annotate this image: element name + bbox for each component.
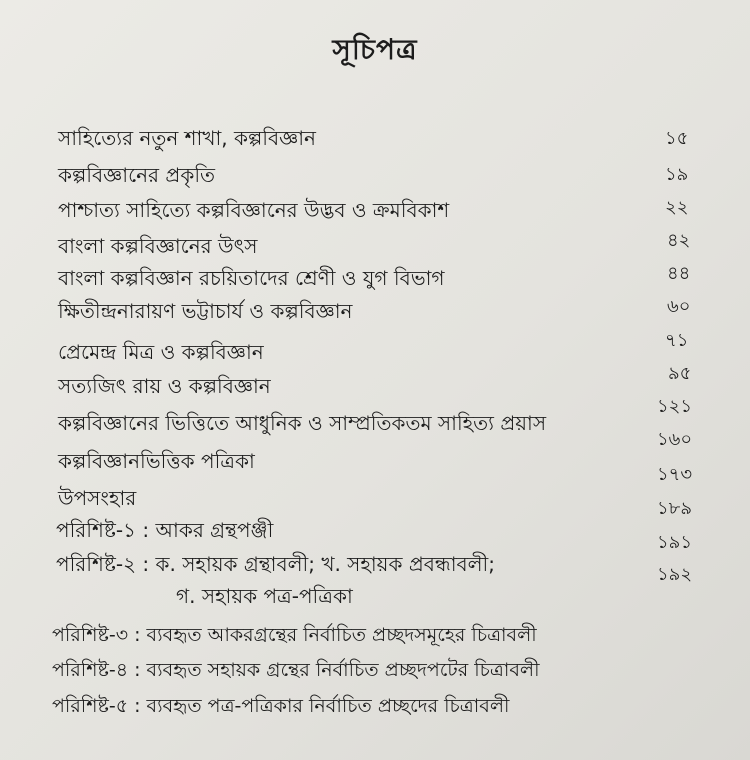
toc-entry-13: পরিশিষ্ট-২ : ক. সহায়ক গ্রন্থাবলী; খ. সহায়ক প্রবন্ধাবলী; bbox=[56, 552, 496, 576]
toc-entry-7: প্রেমেন্দ্র মিত্র ও কল্পবিজ্ঞান bbox=[58, 340, 264, 364]
toc-entry-9: কল্পবিজ্ঞানের ভিত্তিতে আধুনিক ও সাম্প্রতিকতম সাহিত্য প্রয়াস bbox=[58, 411, 547, 435]
page-title: সূচিপত্র bbox=[332, 33, 418, 66]
toc-page-12: ১৮৯ bbox=[657, 498, 693, 519]
toc-entry-14: গ. সহায়ক পত্র-পত্রিকা bbox=[176, 584, 353, 608]
toc-entry-1: সাহিত্যের নতুন শাখা, কল্পবিজ্ঞান bbox=[58, 126, 316, 150]
toc-page-14: ১৯২ bbox=[657, 564, 693, 585]
toc-page-7: ৭১ bbox=[665, 330, 689, 351]
toc-page-2: ১৯ bbox=[665, 164, 689, 185]
toc-page-4: ৪২ bbox=[667, 230, 691, 251]
toc-page-6: ৬০ bbox=[667, 296, 691, 317]
toc-entry-17: পরিশিষ্ট-৫ : ব্যবহৃত পত্র-পত্রিকার নির্বাচিত প্রচ্ছদের চিত্রাবলী bbox=[52, 695, 510, 717]
toc-page-9: ১২১ bbox=[657, 396, 693, 417]
toc-entry-5: বাংলা কল্পবিজ্ঞান রচয়িতাদের শ্রেণী ও যুগ বিভাগ bbox=[58, 266, 445, 290]
toc-page-10: ১৬০ bbox=[657, 429, 693, 450]
toc-entry-10: কল্পবিজ্ঞানভিত্তিক পত্রিকা bbox=[58, 449, 255, 473]
toc-entry-4: বাংলা কল্পবিজ্ঞানের উৎস bbox=[58, 234, 258, 258]
toc-entry-16: পরিশিষ্ট-৪ : ব্যবহৃত সহায়ক গ্রন্থের নির্বাচিত প্রচ্ছদপটের চিত্রাবলী bbox=[52, 659, 540, 681]
toc-page-5: ৪৪ bbox=[667, 263, 691, 284]
toc-entry-11: উপসংহার bbox=[58, 486, 137, 510]
toc-entry-12: পরিশিষ্ট-১ : আকর গ্রন্থপঞ্জী bbox=[56, 518, 274, 542]
toc-entry-15: পরিশিষ্ট-৩ : ব্যবহৃত আকরগ্রন্থের নির্বাচিত প্রচ্ছদসমূহের চিত্রাবলী bbox=[52, 624, 537, 646]
toc-page-3: ২২ bbox=[665, 197, 689, 218]
toc-page-13: ১৯১ bbox=[657, 532, 693, 553]
toc-entry-2: কল্পবিজ্ঞানের প্রকৃতি bbox=[58, 163, 216, 187]
toc-page-1: ১৫ bbox=[665, 128, 689, 149]
toc-entry-8: সত্যজিৎ রায় ও কল্পবিজ্ঞান bbox=[58, 374, 271, 398]
toc-page-8: ৯৫ bbox=[668, 363, 692, 384]
toc-page-11: ১৭৩ bbox=[657, 464, 693, 485]
toc-entry-6: ক্ষিতীন্দ্রনারায়ণ ভট্টাচার্য ও কল্পবিজ্ঞান bbox=[58, 299, 353, 323]
toc-entry-3: পাশ্চাত্য সাহিত্যে কল্পবিজ্ঞানের উদ্ভব ও ক্রমবিকাশ bbox=[58, 198, 450, 222]
